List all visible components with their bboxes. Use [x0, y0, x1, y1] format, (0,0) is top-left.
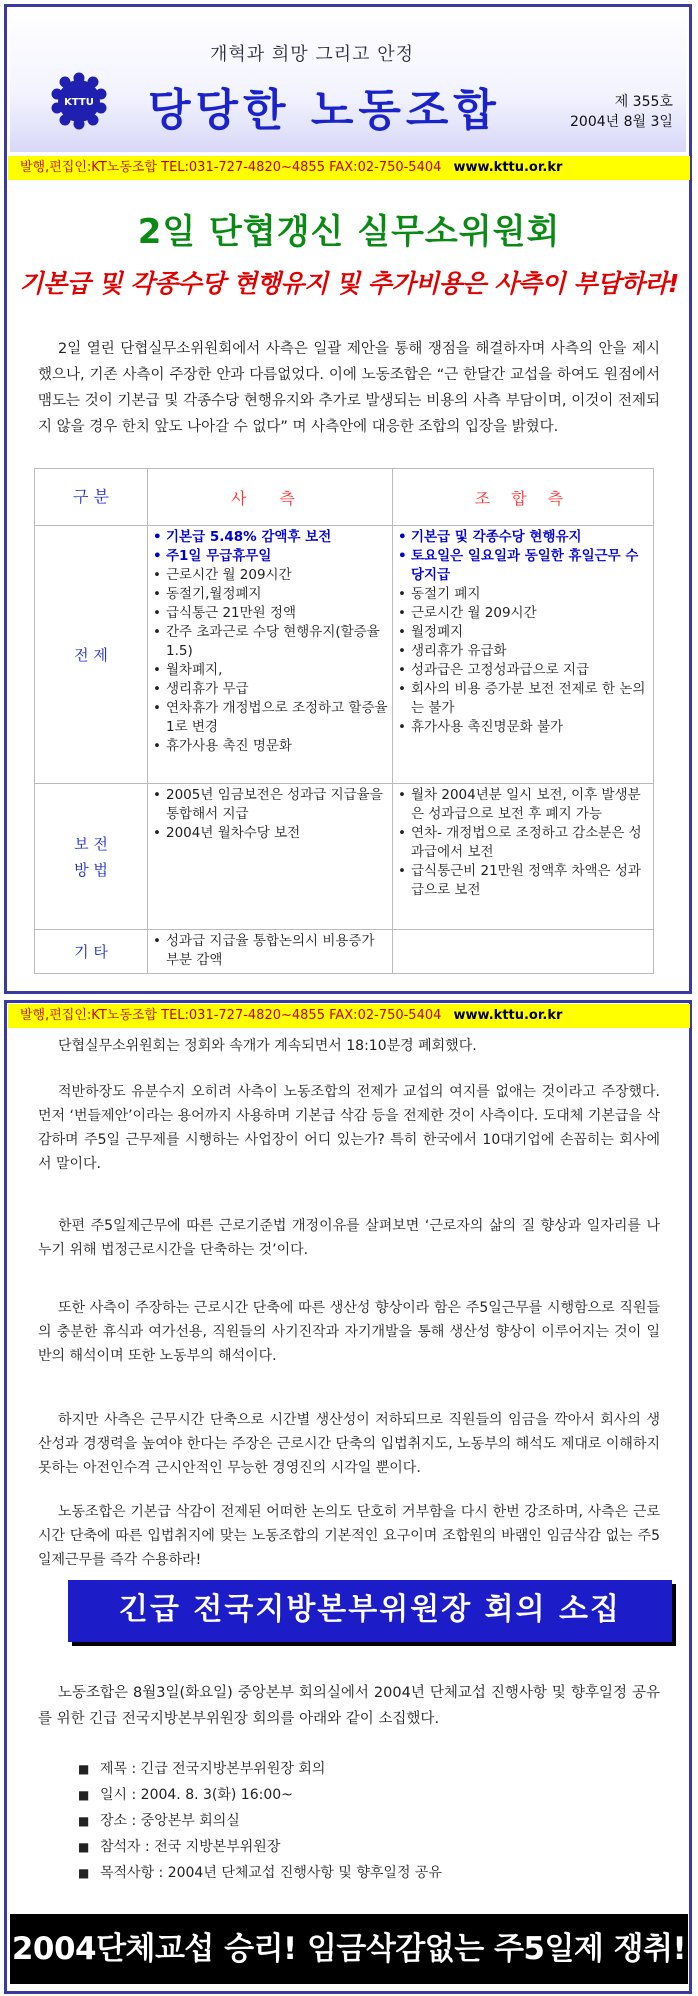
notice-details — [78, 1756, 442, 1886]
masthead — [10, 10, 686, 152]
footer-slogan: 2004단체교섭 승리! 임금삭감없는 주5일제 쟁취! — [10, 1914, 688, 1984]
company-cell — [148, 784, 393, 930]
row-label: 보 전 방 법 — [35, 784, 148, 930]
newsletter-title: 당당한 노동조합 — [148, 85, 501, 136]
company-item: • 2004년 월차수당 보전 — [152, 824, 388, 843]
subheadline: 기본급 및 각종수당 현행유지 및 추가비용은 사측이 부담하라! — [19, 269, 679, 298]
header-union: 조 합 측 — [393, 469, 654, 526]
masthead-slogan: 개혁과 희망 그리고 안정 — [210, 44, 415, 65]
body-paragraph: 한편 주5일제근무에 따른 근로기준법 개정이유를 살펴보면 ‘근로자의 삶의 질 향상과 일자리를 나누기 위해 법정근로시간을 단축하는 것’이다. — [38, 1218, 660, 1258]
union-item: • 월정폐지 — [397, 623, 649, 642]
company-item: • 급식통근 21만원 정액 — [152, 604, 388, 623]
publisher-info-2: 발행,편집인:KT노동조합 TEL:031-727-4820~4855 FAX:02-750-5404 — [20, 1008, 442, 1023]
publisher-info: 발행,편집인:KT노동조합 TEL:031-727-4820~4855 FAX:02-750-5404 — [20, 160, 442, 175]
union-item-list — [397, 786, 649, 900]
company-item: • 근로시간 월 209시간 — [152, 566, 388, 585]
company-item: • 주1일 무급휴무일 — [152, 547, 388, 566]
website-link[interactable]: www.kttu.or.kr — [453, 160, 563, 175]
company-item: • 성과급 지급율 통합논의시 비용증가 부분 감액 — [152, 932, 388, 970]
table-row — [35, 784, 654, 930]
union-item: • 회사의 비용 증가분 보전 전제로 한 논의는 불가 — [397, 680, 649, 718]
company-item: • 동절기,월정폐지 — [152, 585, 388, 604]
company-item: • 2005년 임금보전은 성과급 지급율을 통합해서 지급 — [152, 786, 388, 824]
notice-item: ■ 일시 : 2004. 8. 3(화) 16:00~ — [78, 1782, 442, 1808]
notice-item: ■ 참석자 : 전국 지방본부위원장 — [78, 1834, 442, 1860]
union-item: • 연차- 개정법으로 조정하고 감소분은 성과급에서 보전 — [397, 824, 649, 862]
row-label: 기 타 — [35, 930, 148, 974]
table-row — [35, 526, 654, 784]
notice-item: ■ 장소 : 중앙본부 회의실 — [78, 1808, 442, 1834]
company-item-list — [152, 932, 388, 970]
lead-paragraph: 2일 열린 단협실무소위원회에서 사측은 일괄 제안을 통해 쟁점을 해결하자며 사측의 안을 제시했으나, 기존 사측이 주장한 안과 다름없었다. 이에 노동조합은 “근 한달간 교섭을 하여도 원점에서 맴도는 것이 기본급 및 각종수당 현행유지와 추가로 발생되는 비용의 사측 부담이며, 이것이 전제되지 않을 경우 한치 앞도 나아갈 수 없다” 며 사측안에 대응한 조합의 입장을 밝혔다. — [38, 341, 660, 435]
issue-info — [570, 92, 673, 132]
company-item-list — [152, 786, 388, 843]
table-row — [35, 930, 654, 974]
union-item: • 급식통근비 21만원 정액후 차액은 성과급으로 보전 — [397, 862, 649, 900]
row-label: 전 제 — [35, 526, 148, 784]
body-paragraph: 단협실무소위원회는 정회와 속개가 계속되면서 18:10분경 폐회했다. — [58, 1038, 477, 1054]
comparison-table — [34, 468, 654, 974]
body-paragraph: 하지만 사측은 근무시간 단축으로 시간별 생산성이 저하되므로 직원들의 임금을 깍아서 회사의 생산성과 경쟁력을 높여야 한다는 주장은 근로시간 단축의 입법취지도, 노동부의 해석도 제대로 이해하지 못하는 아전인수격 근시안적인 무능한 경영진의 시각일 뿐이다. — [38, 1412, 660, 1476]
company-item: • 기본급 5.48% 감액후 보전 — [152, 528, 388, 547]
notice-item: ■ 목적사항 : 2004년 단체교섭 진행사항 및 향후일정 공유 — [78, 1860, 442, 1886]
union-logo — [50, 72, 108, 130]
company-item: • 연차휴가 개정법으로 조정하고 할증율 1로 변경 — [152, 699, 388, 737]
company-item: • 월차폐지, — [152, 661, 388, 680]
union-cell — [393, 784, 654, 930]
company-cell — [148, 930, 393, 974]
publisher-bar-2 — [8, 1004, 690, 1028]
headline: 2일 단협갱신 실무소위원회 — [137, 212, 561, 252]
union-item-list — [397, 528, 649, 737]
body-paragraph: 적반하장도 유분수지 오히려 사측이 노동조합의 전제가 교섭의 여지를 없애는 것이라고 주장했다. 먼저 ‘번들제안’이라는 용어까지 사용하며 기본급 삭감 등을 전제한 것이 사측이다. 도대체 기본급을 삭감하며 주5일 근무제를 시행하는 사업장이 어디 있는가? 특히 한국에서 10대기업에 손꼽히는 회사에서 말이다. — [38, 1084, 660, 1172]
union-item: • 동절기 폐지 — [397, 585, 649, 604]
union-cell — [393, 930, 654, 974]
notice-banner: 긴급 전국지방본부위원장 회의 소집 — [68, 1580, 672, 1642]
company-item-list — [152, 528, 388, 756]
issue-number: 제 355호 — [614, 94, 673, 110]
company-cell — [148, 526, 393, 784]
union-item: • 생리휴가 유급화 — [397, 642, 649, 661]
union-item: • 토요일은 일요일과 동일한 휴일근무 수당지급 — [397, 547, 649, 585]
union-item: • 기본급 및 각종수당 현행유지 — [397, 528, 649, 547]
website-link-2[interactable]: www.kttu.or.kr — [453, 1008, 563, 1023]
header-category: 구 분 — [35, 469, 148, 526]
body-paragraph: 또한 사측이 주장하는 근로시간 단축에 따른 생산성 향상이라 함은 주5일근무를 시행함으로 직원들의 충분한 휴식과 여가선용, 직원들의 사기진작과 자기개발을 통해 생산성 향상이 이루어지는 것이 일반의 해석이며 또한 노동부의 해석이다. — [38, 1300, 660, 1364]
company-item: • 휴가사용 촉진 명문화 — [152, 737, 388, 756]
table-header-row — [35, 469, 654, 526]
logo-text: KTTU — [64, 97, 94, 108]
company-item: • 생리휴가 무급 — [152, 680, 388, 699]
notice-paragraph: 노동조합은 8월3일(화요일) 중앙본부 회의실에서 2004년 단체교섭 진행사항 및 향후일정 공유를 위한 긴급 전국지방본부위원장 회의를 아래와 같이 소집했다. — [38, 1685, 660, 1727]
issue-date: 2004년 8월 3일 — [570, 114, 673, 130]
union-item: • 성과급은 고정성과급으로 지급 — [397, 661, 649, 680]
publisher-bar — [8, 156, 690, 180]
body-paragraph: 노동조합은 기본급 삭감이 전제된 어떠한 논의도 단호히 거부함을 다시 한번 강조하며, 사측은 근로시간 단축에 따른 입법취지에 맞는 노동조합의 기본적인 요구이며 조합원의 바램인 임금삭감 없는 주5일제근무를 즉각 수용하라! — [38, 1504, 660, 1568]
union-item: • 휴가사용 촉진명문화 불가 — [397, 718, 649, 737]
header-company: 사 측 — [148, 469, 393, 526]
union-cell — [393, 526, 654, 784]
union-item: • 월차 2004년분 일시 보전, 이후 발생분은 성과급으로 보전 후 폐지 가능 — [397, 786, 649, 824]
company-item: • 간주 초과근로 수당 현행유지(할증율 1.5) — [152, 623, 388, 661]
union-item: • 근로시간 월 209시간 — [397, 604, 649, 623]
notice-item: ■ 제목 : 긴급 전국지방본부위원장 회의 — [78, 1756, 442, 1782]
